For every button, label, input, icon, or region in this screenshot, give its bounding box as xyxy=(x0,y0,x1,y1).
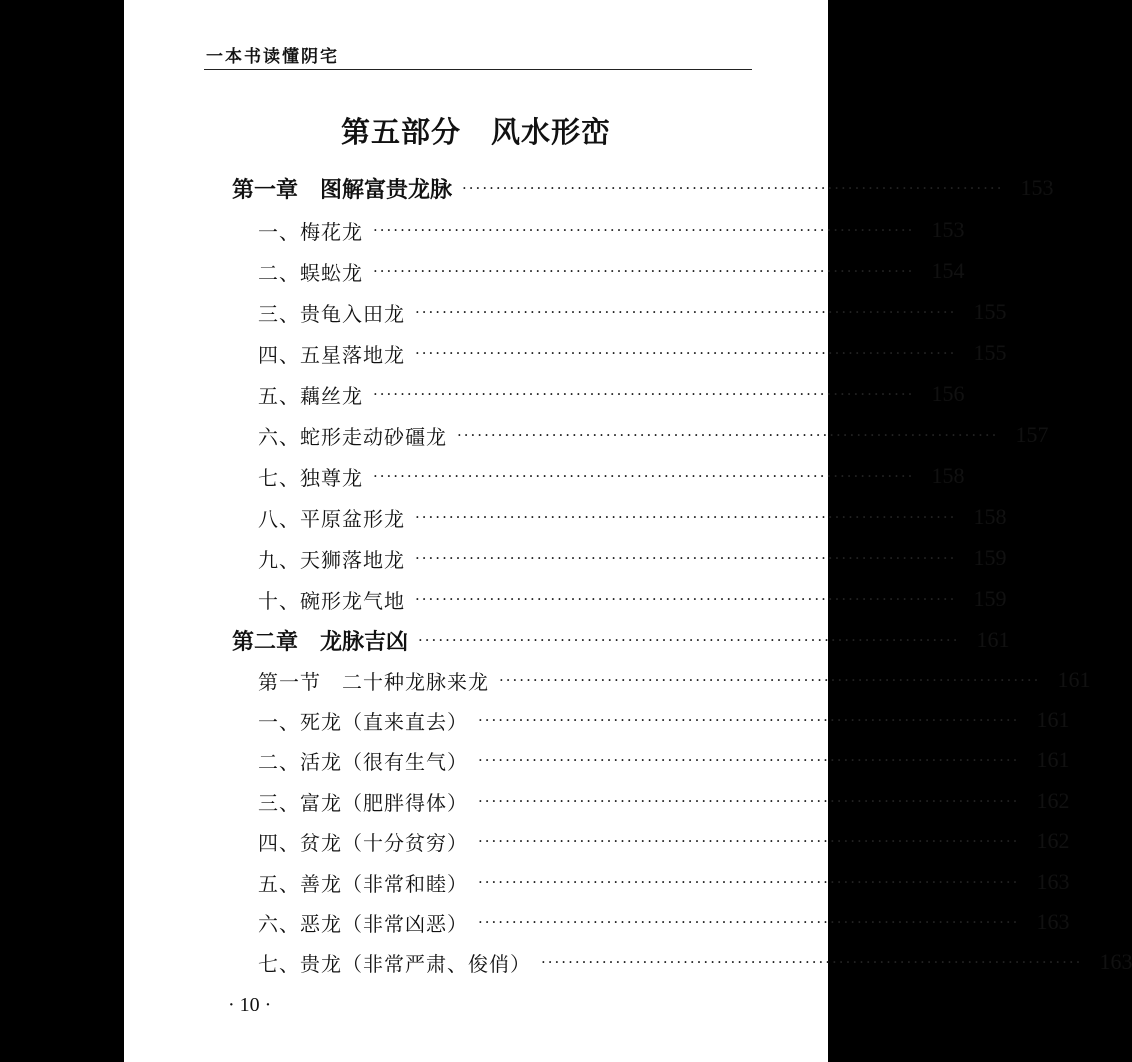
toc-entry-row xyxy=(258,499,1007,535)
toc-leader-dots: ················································································ xyxy=(415,549,957,567)
toc-label: 二、蜈蚣龙 xyxy=(258,260,363,285)
toc-label: 四、五星落地龙 xyxy=(258,342,405,367)
page-number: · 10 · xyxy=(228,994,272,1016)
toc-entry-row xyxy=(258,458,965,494)
toc-page-number: 161 xyxy=(1057,667,1091,692)
toc-leader-dots: ················································································ xyxy=(541,953,1083,971)
toc-label: 第一节 二十种龙脉来龙 xyxy=(258,669,489,694)
toc-page-number: 163 xyxy=(1036,909,1070,934)
toc-page-number: 155 xyxy=(973,299,1007,324)
toc-leader-dots: ················································································ xyxy=(415,344,957,362)
toc-page-number: 153 xyxy=(931,217,965,242)
toc-label: 二、活龙（很有生气） xyxy=(258,749,468,774)
toc-label: 五、藕丝龙 xyxy=(258,383,363,408)
toc-leader-dots: ················································································ xyxy=(415,590,957,608)
toc-label: 一、死龙（直来直去） xyxy=(258,709,468,734)
toc-entry-row xyxy=(258,864,1070,900)
toc-label: 四、贫龙（十分贫穷） xyxy=(258,830,468,855)
toc-page-number: 157 xyxy=(1015,422,1049,447)
toc-entry-row xyxy=(258,540,1007,576)
toc-entry-row xyxy=(258,294,1007,330)
toc-page-number: 162 xyxy=(1036,788,1070,813)
toc-label: 三、贵龟入田龙 xyxy=(258,301,405,326)
toc-entry-row xyxy=(258,417,1049,453)
toc-leader-dots: ················································································ xyxy=(373,221,915,239)
toc-entry-row xyxy=(258,742,1070,778)
toc-page-number: 163 xyxy=(1036,869,1070,894)
toc-page-number: 153 xyxy=(1020,175,1054,200)
toc-leader-dots: ················································································ xyxy=(478,873,1020,891)
toc-chapter-row xyxy=(232,170,1054,206)
toc-page-number: 161 xyxy=(1036,747,1070,772)
toc-entry-row xyxy=(258,335,1007,371)
toc-entry-row xyxy=(258,823,1070,859)
toc-leader-dots: ················································································ xyxy=(478,751,1020,769)
toc-page-number: 158 xyxy=(973,504,1007,529)
toc-page-number: 159 xyxy=(973,545,1007,570)
toc-entry-row xyxy=(258,581,1007,617)
toc-label: 六、蛇形走动砂礓龙 xyxy=(258,424,447,449)
toc-entry-row xyxy=(258,702,1070,738)
toc-page-number: 154 xyxy=(931,258,965,283)
toc-page-number: 155 xyxy=(973,340,1007,365)
toc-page-number: 161 xyxy=(1036,707,1070,732)
book-page xyxy=(124,0,1132,1062)
toc-leader-dots: ················································································ xyxy=(373,262,915,280)
toc-page-number: 161 xyxy=(976,627,1010,652)
toc-page-number: 159 xyxy=(973,586,1007,611)
toc-chapter-row xyxy=(232,622,1010,658)
toc-page-number: 156 xyxy=(931,381,965,406)
toc-label: 第一章 图解富贵龙脉 xyxy=(232,177,453,203)
part-title: 第五部分 风水形峦 xyxy=(340,115,611,149)
toc-leader-dots: ················································································ xyxy=(373,467,915,485)
toc-entry-row xyxy=(258,783,1070,819)
toc-leader-dots: ················································································ xyxy=(478,913,1020,931)
toc-entry-row xyxy=(258,944,1132,980)
running-header: 一本书读懂阴宅 xyxy=(206,47,339,67)
toc-leader-dots: ················································································ xyxy=(457,426,999,444)
toc-page-number: 158 xyxy=(931,463,965,488)
toc-leader-dots: ················································································ xyxy=(418,631,960,649)
toc-leader-dots: ················································································ xyxy=(415,303,957,321)
toc-label: 六、恶龙（非常凶恶） xyxy=(258,911,468,936)
toc-label: 七、贵龙（非常严肃、俊俏） xyxy=(258,951,531,976)
toc-leader-dots: ················································································ xyxy=(373,385,915,403)
toc-label: 一、梅花龙 xyxy=(258,219,363,244)
toc-label: 十、碗形龙气地 xyxy=(258,588,405,613)
toc-page-number: 163 xyxy=(1099,949,1132,974)
toc-leader-dots: ················································································ xyxy=(478,711,1020,729)
toc-entry-row xyxy=(258,212,965,248)
toc-page-number: 162 xyxy=(1036,828,1070,853)
toc-leader-dots: ················································································ xyxy=(462,179,1004,197)
toc-label: 五、善龙（非常和睦） xyxy=(258,871,468,896)
toc-section-row xyxy=(258,662,1091,698)
toc-entry-row xyxy=(258,253,965,289)
toc-entry-row xyxy=(258,376,965,412)
toc-label: 三、富龙（肥胖得体） xyxy=(258,790,468,815)
toc-leader-dots: ················································································ xyxy=(478,832,1020,850)
toc-label: 九、天狮落地龙 xyxy=(258,547,405,572)
header-rule xyxy=(204,69,752,70)
toc-label: 七、独尊龙 xyxy=(258,465,363,490)
toc-label: 八、平原盆形龙 xyxy=(258,506,405,531)
toc-entry-row xyxy=(258,904,1070,940)
toc-label: 第二章 龙脉吉凶 xyxy=(232,629,409,655)
toc-leader-dots: ················································································ xyxy=(415,508,957,526)
toc-leader-dots: ················································································ xyxy=(478,792,1020,810)
toc-leader-dots: ················································································ xyxy=(499,671,1041,689)
